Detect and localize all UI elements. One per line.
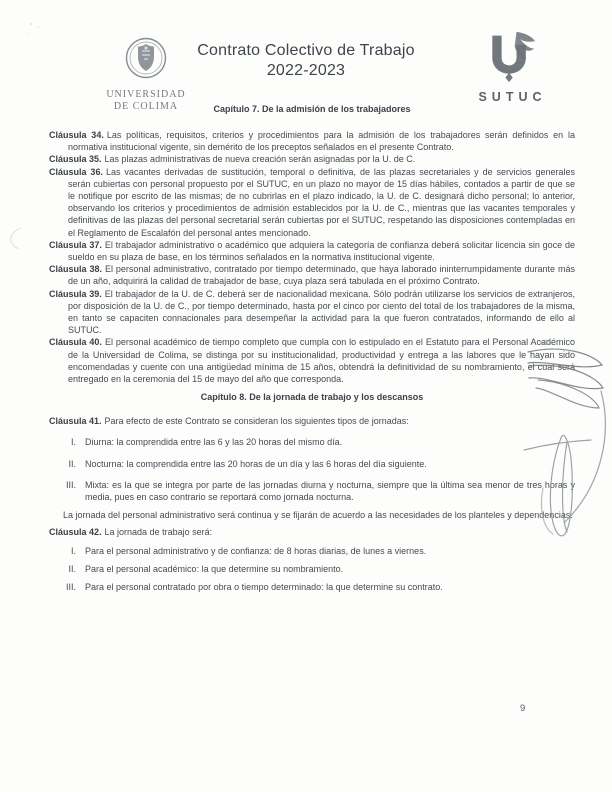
clause-37 xyxy=(49,239,575,263)
clause-41 xyxy=(49,415,575,521)
list-item-text: Para el personal contratado por obra o tiempo determinado: la que determine su contrato. xyxy=(85,582,443,593)
list-item-numeral: I. xyxy=(70,545,76,556)
clause-42-intro-text: La jornada de trabajo será: xyxy=(104,527,213,538)
list-item xyxy=(49,479,575,503)
clause-42-label: Cláusula 42. xyxy=(49,527,102,538)
list-item xyxy=(49,545,575,557)
clause-39-text: El trabajador de la U. de C. deberá ser de nacionalidad mexicana. Sólo podrán utilizarse los servicios de extranjeros, por disposición de la U. de C., por tiempo determinado, hasta por el cinco por ciento del total de los trabajadores de la misma, en tanto se capaciten connacionales para desempeñar la actividad para la que fueron contratados, informando de ello al SUTUC. xyxy=(68,288,575,336)
clause-35 xyxy=(49,153,575,165)
clause-39-label: Cláusula 39. xyxy=(49,288,102,299)
list-item-numeral: III. xyxy=(65,582,76,593)
list-item-text: Diurna: la comprendida entre las 6 y las 20 horas del mismo día. xyxy=(85,437,343,448)
university-name-line2: DE COLIMA xyxy=(113,100,179,112)
clause-38-text: El personal administrativo, contratado por tiempo determinado, que haya laborado ininterrumpidamente durante más de un año, adquirirá la calidad de trabajador de base, cuya plaza será tabulada en el próximo Contrato. xyxy=(68,264,575,287)
clause-38-label: Cláusula 38. xyxy=(49,264,102,275)
list-item xyxy=(49,563,575,575)
clause-40 xyxy=(49,336,575,385)
list-item-numeral: II. xyxy=(68,458,76,469)
list-item xyxy=(49,581,575,593)
clause-40-text: El personal académico de tiempo completo que cumpla con lo estipulado en el Estatuto para el Personal Académico de la Universidad de Colima, se distinga por su institucionalidad, productividad y entrega a las labores que le hayan sido encomendadas y cuente con una antigüedad mínima de 15 años, obtendrá la definitividad de su nombramiento, el cual será entregado en la ceremonia del 15 de mayo del año que corresponda. xyxy=(68,337,576,385)
clause-42 xyxy=(49,526,575,593)
list-item-text: Mixta: es la que se integra por parte de las jornadas diurna y nocturna, siempre que la última sea menor de tres horas y media, pues en caso contrario se reportará como jornada nocturna. xyxy=(85,479,575,503)
page-number: 9 xyxy=(520,703,526,714)
chapter-8-heading: Capítulo 8. De la jornada de trabajo y los descansos xyxy=(200,392,424,403)
clause-41-intro xyxy=(49,415,575,427)
list-item-numeral: I. xyxy=(70,437,76,448)
clause-40-label: Cláusula 40. xyxy=(49,337,102,348)
document-title: Contrato Colectivo de Trabajo xyxy=(197,42,415,59)
chapter-7-heading: Capítulo 7. De la admisión de los trabajadores xyxy=(213,104,411,114)
clause-39 xyxy=(49,288,575,337)
list-item-numeral: II. xyxy=(68,563,76,574)
sutuc-label: SUTUC xyxy=(478,90,547,104)
clause-41-label: Cláusula 41. xyxy=(49,416,102,427)
clause-41-closing: La jornada del personal administrativo será continua y se fijarán de acuerdo a las necesidades de los planteles y dependencias. xyxy=(63,510,573,521)
clause-36-label: Cláusula 36. xyxy=(49,166,103,177)
clause-37-label: Cláusula 37. xyxy=(49,239,102,250)
list-item-text: Para el personal administrativo y de confianza: de 8 horas diarias, de lunes a viernes. xyxy=(85,545,427,556)
list-item xyxy=(49,436,575,448)
clause-41-intro-text: Para efecto de este Contrato se consideran los siguientes tipos de jornadas: xyxy=(104,416,409,427)
clause-34 xyxy=(49,129,575,153)
clause-42-intro xyxy=(49,526,575,538)
clause-37-text: El trabajador administrativo o académico que adquiera la categoría de confianza deberá solicitar licencia sin goce de sueldo en su plaza de base, en los términos señalados en la normativa institucional vigente. xyxy=(68,239,576,263)
clause-38 xyxy=(49,263,575,287)
list-item-numeral: III. xyxy=(65,479,76,490)
clause-34-text: Las políticas, requisitos, criterios y procedimientos para la admisión de los trabajadores serán definidos en la normativa institucional vigente, sin demérito de los preceptos señalados en el presente Contrato. xyxy=(68,130,575,153)
university-name-line1: UNIVERSIDAD xyxy=(106,89,186,100)
list-item-text: Para el personal académico: la que determine su nombramiento. xyxy=(85,563,344,574)
list-item xyxy=(49,458,575,470)
clause-34-label: Cláusula 34. xyxy=(49,130,104,140)
clause-35-text: Las plazas administrativas de nueva creación serán asignadas por la U. de C. xyxy=(104,154,416,165)
list-item-text: Nocturna: la comprendida entre las 20 horas de un día y las 6 horas del día siguiente. xyxy=(85,458,427,469)
document-year: 2022-2023 xyxy=(266,62,346,79)
clause-36-text: Las vacantes derivadas de sustitución, temporal o definitiva, de las plazas secretariales y de servicios generales serán cubiertas con personal propuesto por el SUTUC, en un plazo no mayor de 15 días hábiles, contados a partir de que se le notifique por escrito de las mismas; de no cubrirlas en el plazo indicado, la U. de C. designará dicho personal; lo anterior, observando los criterios y procedimientos de admisión establecidos por la U. de C., mientras que las vacantes temporales y definitivas de las plazas del personal secretarial serán cubiertas por el SUTUC, respetando las disposiciones contempladas en el Reglamento de Escalafón del personal antes mencionado. xyxy=(68,166,575,238)
clause-35-label: Cláusula 35. xyxy=(49,154,102,165)
clause-36 xyxy=(49,166,575,239)
